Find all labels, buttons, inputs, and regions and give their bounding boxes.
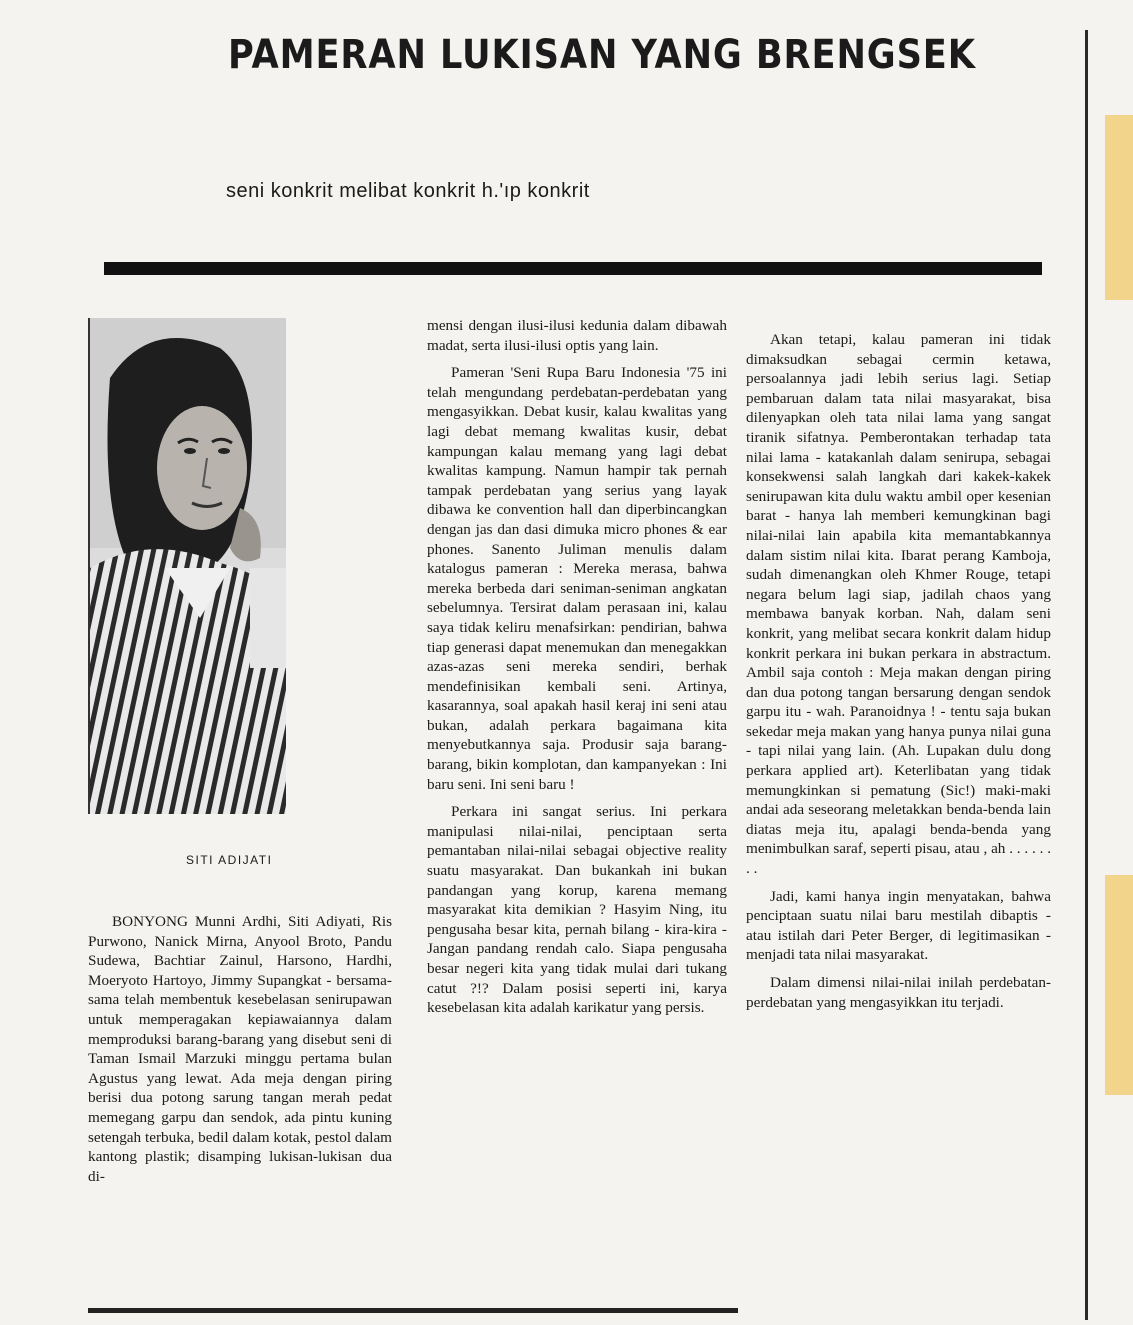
paragraph: Pameran 'Seni Rupa Baru Indonesia '75 ini telah mengundang perdebatan-perdebatan yang mengasyikkan. Debat kusir, kalau kwalitas yang lagi debat memang kwalitas kusir, debat kampungan kalau memang yang lagi debat kwalitas kampung. Namun hampir tak pernah tampak perdebatan yang serius yang layak dibawa ke convention hall dan diperbincangkan dengan jas dan dasi dimuka micro phones & ear phones. Sanento Juliman menulis dalam katalogus pameran : Mereka merasa, bahwa mereka berbeda dari seniman-seniman angkatan sebelumnya. Tersirat dalam perasaan ini, kalau saya tidak keliru menafsirkan: pendirian, bahwa tiap generasi dapat menemukan dan menegakkan azas-azas seni mereka sendiri, berhak mendefinisikan kembali seni. Artinya, kasarannya, soal apakah hasil keraj ini seni atau bukan, adalah perkara bagaimana kita menyebutkannya saja. Produsir saja barang-barang, bikin komplotan, dan kampanyekan : Ini baru seni. Ini seni baru ! <box>427 364 727 793</box>
article-column-2 <box>427 316 727 1018</box>
paragraph: Akan tetapi, kalau pameran ini tidak dimaksudkan sebagai cermin ketawa, persoalannya jadi lebih serius lagi. Setiap pembaruan dalam tata nilai masyarakat, bisa dilenyapkan oleh tata nilai lama yang sangat tiranik sifatnya. Pemberontakan terhadap tata nilai lama - katakanlah dalam senirupa, sebagai konsekwensi salah langkah dari kakek-kakek senirupawan kita dulu waktu ambil oper kesenian barat - hanya lah memberi kemungkinan bagi nilai-nilai lain apabila kita memantabkannya dalam sistim nilai kita. Ibarat perang Kamboja, sudah dimenangkan oleh Khmer Rouge, tetapi negara belum lagi siap, jadilah chaos yang membawa banyak korban. Nah, dalam seni konkrit, yang melibat secara konkrit dalam hidup konkrit perkara ini bukan perkara in abstractum. Ambil saja contoh : Meja makan dengan piring dan dua potong tangan bersarung dengan sendok garpu itu - wah. Paranoidnya ! - tentu saja bukan sekedar meja makan yang hanya punya nilai guna - tapi nilai yang lain. (Ah. Lupakan dulu dong perkara applied art). Keterlibatan yang tidak memungkinkan si pematung (Sic!) maki-maki andai ada seseorang meletakkan benda-benda lain diatas meja itu, apalagi benda-benda yang menimbulkan saraf, seperti pisau, atau , ah . . . . . . . . <box>746 331 1051 878</box>
paragraph: BONYONG Munni Ardhi, Siti Adiyati, Ris Purwono, Nanick Mirna, Anyool Broto, Pandu Sudewa, Bachtiar Zainul, Harsono, Hardhi, Moeryoto Hartoyo, Jimmy Supangkat - bersama-sama telah membentuk kesebelasan senirupawan untuk memperagakan kepiawaiannya dalam memproduksi barang-barang yang disebut seni di Taman Ismail Marzuki minggu pertama bulan Agustus yang lewat. Ada meja dengan piring berisi dua potong sarung tangan merah pedat memegang garpu dan sendok, ada pintu kuning setengah terbuka, bedil dalam kotak, pestol dalam kantong plastik; disamping lukisan-lukisan dua di- <box>88 913 392 1185</box>
article-column-3 <box>746 330 1051 1012</box>
portrait-photo <box>88 318 286 814</box>
photo-caption: SITI ADIJATI <box>186 853 273 867</box>
article-column-1 <box>88 912 392 1186</box>
page-edge-tab <box>1105 115 1133 300</box>
paragraph: mensi dengan ilusi-ilusi kedunia dalam dibawah madat, serta ilusi-ilusi optis yang lain. <box>427 317 727 354</box>
paragraph: Perkara ini sangat serius. Ini perkara manipulasi nilai-nilai, penciptaan serta pemantaban nilai-nilai sebagai objective reality suatu masyarakat. Dan bukankah ini bukan pandangan yang korup, karena memang masyarakat kita demikian ? Hasyim Ning, itu pengusaha besar kita, pernah bilang - kira-kira - Jangan pandang rendah calo. Siapa pengusaha besar negeri kita yang tidak mulai dari tukang catut ?!? Dalam posisi seperti ini, karya kesebelasan kita adalah karikatur yang persis. <box>427 803 727 1017</box>
paragraph: Jadi, kami hanya ingin menyatakan, bahwa penciptaan suatu nilai baru mestilah dibaptis - atau istilah dari Peter Berger, di legitimasikan - menjadi tata nilai masyarakat. <box>746 887 1051 964</box>
page-edge-tab <box>1105 875 1133 1095</box>
paragraph: Dalam dimensi nilai-nilai inilah perdebatan-perdebatan yang mengasyikkan itu terjadi. <box>746 974 1051 1011</box>
headline: PAMERAN LUKISAN YANG BRENGSEK <box>228 32 976 78</box>
right-margin-rule <box>1085 30 1088 1320</box>
headline-rule <box>104 262 1042 275</box>
subheadline: seni konkrit melibat konkrit h.'ıp konkrit <box>226 180 590 202</box>
bottom-rule <box>88 1308 738 1313</box>
